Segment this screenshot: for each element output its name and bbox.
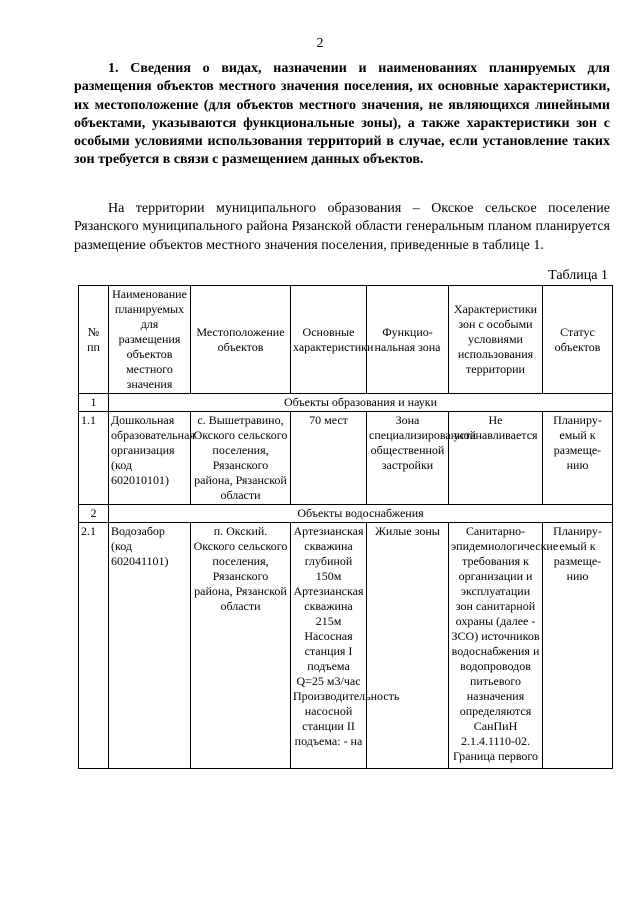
cell-location: п. Окский. Окского сельского поселения, Рязанского района, Рязанской области <box>191 523 291 769</box>
cell-num: 1.1 <box>79 412 109 505</box>
cell-zone-chars: Санитарно-эпидемиологические требования к организации и эксплуатации зон санитарной охраны (далее - ЗСО) источников водоснабжения и водопроводов питьевого назначения определяются СанПиН 2.1.4.1110-02. Граница первого <box>449 523 543 769</box>
page-number: 2 <box>316 36 324 51</box>
header-zone: Функцио-нальная зона <box>367 286 449 394</box>
cell-characteristics: Артезианская скважина глубиной 150м Артезианская скважина 215м Насосная станция I подъема Q=25 м3/час Производительность насосной станции II подъема: - на <box>291 523 367 769</box>
header-status: Статус объектов <box>543 286 613 394</box>
cell-name: Водозабор (код 602041101) <box>109 523 191 769</box>
objects-table <box>78 285 613 769</box>
section-heading: 1. Сведения о видах, назначении и наименованиях планируемых для размещения объектов местного значения поселения, их основные характеристики, их местоположение (для объектов местного значения, не являющихся линейными объектами, указываются функциональные зоны), а также характеристики зон с особыми условиями использования территорий в случае, если установление таких зон требуется в связи с размещением данных объектов. <box>74 61 610 168</box>
cell-name: Дошкольная образовательная организация (код 602010101) <box>109 412 191 505</box>
section-num: 1 <box>79 394 109 412</box>
section-title: Объекты водоснабжения <box>109 505 613 523</box>
table-row <box>79 412 613 505</box>
cell-zone: Зона специализированной общественной застройки <box>367 412 449 505</box>
table-header-row <box>79 286 613 394</box>
header-characteristics: Основные характеристики <box>291 286 367 394</box>
cell-status: Планиру-емый к размеще-нию <box>543 523 613 769</box>
section-title: Объекты образования и науки <box>109 394 613 412</box>
intro-paragraph: На территории муниципального образования – Окское сельское поселение Рязанского муниципального района Рязанской области генеральным планом планируется размещение объектов местного значения поселения, приведенные в таблице 1. <box>74 201 610 253</box>
header-location: Местоположение объектов <box>191 286 291 394</box>
cell-status: Планиру-емый к размеще-нию <box>543 412 613 505</box>
table-caption: Таблица 1 <box>548 268 608 283</box>
section-num: 2 <box>79 505 109 523</box>
table-row <box>79 523 613 769</box>
cell-zone-chars: Не устанавливается <box>449 412 543 505</box>
section-row <box>79 505 613 523</box>
header-num: № пп <box>79 286 109 394</box>
cell-num: 2.1 <box>79 523 109 769</box>
cell-characteristics: 70 мест <box>291 412 367 505</box>
cell-zone: Жилые зоны <box>367 523 449 769</box>
header-name: Наименование планируемых для размещения объектов местного значения <box>109 286 191 394</box>
section-row <box>79 394 613 412</box>
header-zone-chars: Характеристики зон с особыми условиями использования территории <box>449 286 543 394</box>
cell-location: с. Вышетравино, Окского сельского поселения, Рязанского района, Рязанской области <box>191 412 291 505</box>
